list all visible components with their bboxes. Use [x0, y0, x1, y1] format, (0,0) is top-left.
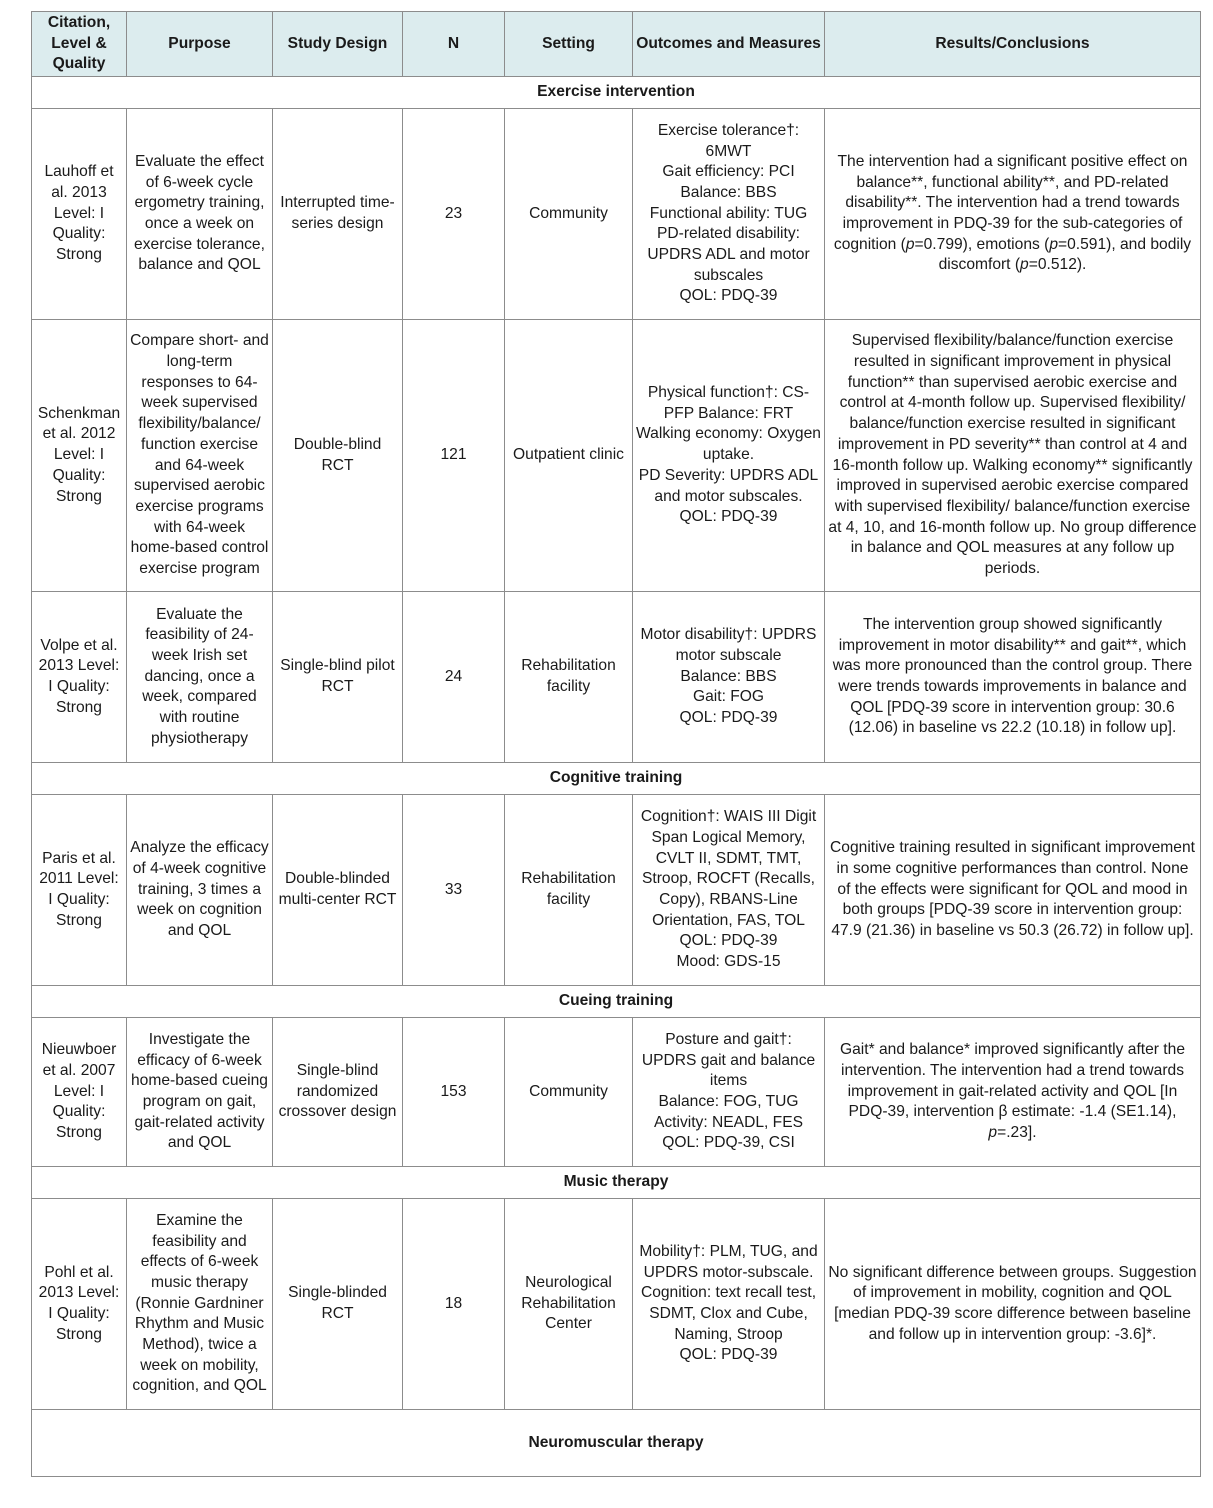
outcome-line: Gait: FOG: [692, 688, 765, 706]
purpose-cell: Investigate the efficacy of 6-week home-based cueing program on gait, gait-related activity and QOL: [127, 1018, 273, 1167]
outcome-line: Cognition: text recall test, SDMT, Clox and Cube, Naming, Stroop: [640, 1284, 817, 1343]
header-citation: Citation, Level & Quality: [32, 12, 127, 77]
purpose-cell: Analyze the efficacy of 4-week cognitive training, 3 times a week on cognition and QOL: [127, 795, 273, 986]
p-value-symbol: p: [905, 235, 915, 253]
outcomes-cell: [633, 1018, 825, 1167]
outcome-line: Cognition†: WAIS III Digit Span Logical Memory, CVLT II, SDMT, TMT, Stroop, ROCFT (Recalls, Copy), RBANS-Line Orientation, FAS, TOL: [640, 808, 817, 929]
outcome-line: QOL: PDQ-39: [679, 1346, 778, 1364]
header-purpose: Purpose: [127, 12, 273, 77]
outcome-line: Posture and gait†: UPDRS gait and balance items: [641, 1030, 816, 1090]
table-row: [32, 109, 1201, 320]
outcome-line: Walking economy: Oxygen uptake.: [636, 425, 821, 464]
outcome-line: Functional ability: TUG: [649, 204, 808, 222]
section-cognitive-training: Cognitive training: [32, 763, 1201, 795]
results-cell: The intervention group showed significantly improvement in motor disability** and gait**, which was more pronounced than the control group. There were trends towards improvements in balance and QOL [PDQ-39 score in intervention group: 30.6 (12.06) in baseline vs 22.2 (10.18) in follow up].: [825, 592, 1201, 763]
results-cell: No significant difference between groups. Suggestion of improvement in mobility, cognition and QOL [median PDQ-39 score difference between baseline and follow up in intervention group: -3.6]*.: [825, 1199, 1201, 1410]
n-cell: 121: [403, 320, 505, 592]
section-row: [32, 1167, 1201, 1199]
outcomes-cell: [633, 1199, 825, 1410]
table-row: [32, 320, 1201, 592]
results-text: The intervention had a significant positive effect on balance**, functional ability**, and PD-related disability**. The intervention had a trend towards improvement in PDQ-39 for the sub-categories of cognition (: [833, 152, 1188, 253]
citation-cell: Lauhoff et al. 2013 Level: I Quality: Strong: [32, 109, 127, 320]
results-cell: [825, 109, 1201, 320]
results-text: =.23].: [997, 1124, 1037, 1142]
table-row: [32, 1018, 1201, 1167]
section-row: [32, 763, 1201, 795]
results-cell: Cognitive training resulted in significant improvement in some cognitive performances than control. None of the effects were significant for QOL and mood in both groups [PDQ-39 score in intervention group: 47.9 (21.36) in baseline vs 50.3 (26.72) in follow up].: [825, 795, 1201, 986]
p-value-symbol: p: [1020, 256, 1029, 274]
citation-cell: Volpe et al. 2013 Level: I Quality: Strong: [32, 592, 127, 763]
setting-cell: Rehabilitation facility: [505, 795, 633, 986]
outcome-line: QOL: PDQ-39: [679, 709, 778, 727]
results-cell: Supervised flexibility/balance/function exercise resulted in significant improvement in physical function** than supervised aerobic exercise and control at 4-month follow up. Supervised flexibility/ balance/function exercise resulted in significant improvement in PD severity** than control at 4 and 16-month follow up. Walking economy** significantly improved in supervised aerobic exercise compared with supervised flexibility/ balance/function exercise at 4, 10, and 16-month follow up. No group difference in balance and QOL measures at any follow up periods.: [825, 320, 1201, 592]
outcome-line: QOL: PDQ-39: [679, 932, 778, 950]
setting-cell: Neurological Rehabilitation Center: [505, 1199, 633, 1410]
purpose-cell: Compare short- and long-term responses to 64-week supervised flexibility/balance/ function exercise and 64-week supervised aerobic exercise programs with 64-week home-based control exercise program: [127, 320, 273, 592]
results-text: Gait* and balance* improved significantly after the intervention. The intervention had a trend towards improvement in gait-related activity and QOL [In PDQ-39, intervention β estimate: -1.4 (SE1.14),: [840, 1041, 1185, 1121]
outcome-line: Exercise tolerance†: 6MWT: [657, 121, 800, 160]
table-row: [32, 592, 1201, 763]
table-row: [32, 795, 1201, 986]
n-cell: 23: [403, 109, 505, 320]
n-cell: 153: [403, 1018, 505, 1167]
setting-cell: Community: [505, 109, 633, 320]
citation-cell: Paris et al. 2011 Level: I Quality: Strong: [32, 795, 127, 986]
outcome-line: PD Severity: UPDRS ADL and motor subscales.: [638, 466, 819, 505]
design-cell: Single-blind randomized crossover design: [273, 1018, 403, 1167]
outcome-line: QOL: PDQ-39: [679, 508, 778, 526]
section-exercise-intervention: Exercise intervention: [32, 77, 1201, 109]
outcome-line: Physical function†: CS-PFP Balance: FRT: [647, 384, 810, 422]
results-text: =0.512).: [1028, 256, 1087, 274]
outcome-line: Balance: BBS: [680, 183, 777, 201]
design-cell: Single-blinded RCT: [273, 1199, 403, 1410]
design-cell: Single-blind pilot RCT: [273, 592, 403, 763]
purpose-cell: Evaluate the effect of 6-week cycle ergometry training, once a week on exercise tolerance, balance and QOL: [127, 109, 273, 320]
section-neuromuscular-therapy: Neuromuscular therapy: [32, 1410, 1201, 1477]
n-cell: 18: [403, 1199, 505, 1410]
citation-cell: Nieuwboer et al. 2007 Level: I Quality: Strong: [32, 1018, 127, 1167]
outcomes-cell: [633, 795, 825, 986]
setting-cell: Community: [505, 1018, 633, 1167]
results-text: =0.591), and bodily discomfort (: [938, 235, 1192, 274]
design-cell: Interrupted time-series design: [273, 109, 403, 320]
section-cueing-training: Cueing training: [32, 986, 1201, 1018]
outcome-line: PD-related disability: UPDRS ADL and motor subscales: [647, 225, 810, 284]
design-cell: Double-blind RCT: [273, 320, 403, 592]
header-n: N: [403, 12, 505, 77]
outcomes-cell: [633, 320, 825, 592]
outcome-line: Balance: FOG, TUG: [658, 1093, 799, 1110]
p-value-symbol: p: [988, 1124, 998, 1142]
setting-cell: Rehabilitation facility: [505, 592, 633, 763]
design-cell: Double-blinded multi-center RCT: [273, 795, 403, 986]
n-cell: 33: [403, 795, 505, 986]
purpose-cell: Examine the feasibility and effects of 6-week music therapy (Ronnie Gardniner Rhythm and Music Method), twice a week on mobility, cognition, and QOL: [127, 1199, 273, 1410]
citation-cell: Pohl et al. 2013 Level: I Quality: Strong: [32, 1199, 127, 1410]
section-row: [32, 77, 1201, 109]
table-row: [32, 1199, 1201, 1410]
outcome-line: Balance: BBS: [680, 667, 777, 685]
setting-cell: Outpatient clinic: [505, 320, 633, 592]
p-value-symbol: p: [1049, 235, 1059, 253]
outcomes-cell: [633, 592, 825, 763]
evidence-table: [31, 11, 1201, 1477]
header-row: [32, 12, 1201, 77]
header-study-design: Study Design: [273, 12, 403, 77]
results-cell: [825, 1018, 1201, 1167]
outcome-line: QOL: PDQ-39: [679, 287, 778, 305]
citation-cell: Schenkman et al. 2012 Level: I Quality: Strong: [32, 320, 127, 592]
header-outcomes: Outcomes and Measures: [633, 12, 825, 77]
section-row: [32, 986, 1201, 1018]
purpose-cell: Evaluate the feasibility of 24-week Irish set dancing, once a week, compared with routine physiotherapy: [127, 592, 273, 763]
n-cell: 24: [403, 592, 505, 763]
outcome-line: Activity: NEADL, FES: [653, 1113, 804, 1131]
header-setting: Setting: [505, 12, 633, 77]
outcome-line: Mood: GDS-15: [676, 953, 781, 971]
outcome-line: QOL: PDQ-39, CSI: [662, 1134, 795, 1152]
section-music-therapy: Music therapy: [32, 1167, 1201, 1199]
outcome-line: Mobility†: PLM, TUG, and UPDRS motor-subscale.: [639, 1242, 818, 1281]
header-results: Results/Conclusions: [825, 12, 1201, 77]
section-row: [32, 1410, 1201, 1477]
outcome-line: Gait efficiency: PCI: [662, 163, 795, 181]
results-text: =0.799), emotions (: [914, 235, 1050, 253]
outcome-line: Motor disability†: UPDRS motor subscale: [640, 626, 817, 664]
outcomes-cell: [633, 109, 825, 320]
